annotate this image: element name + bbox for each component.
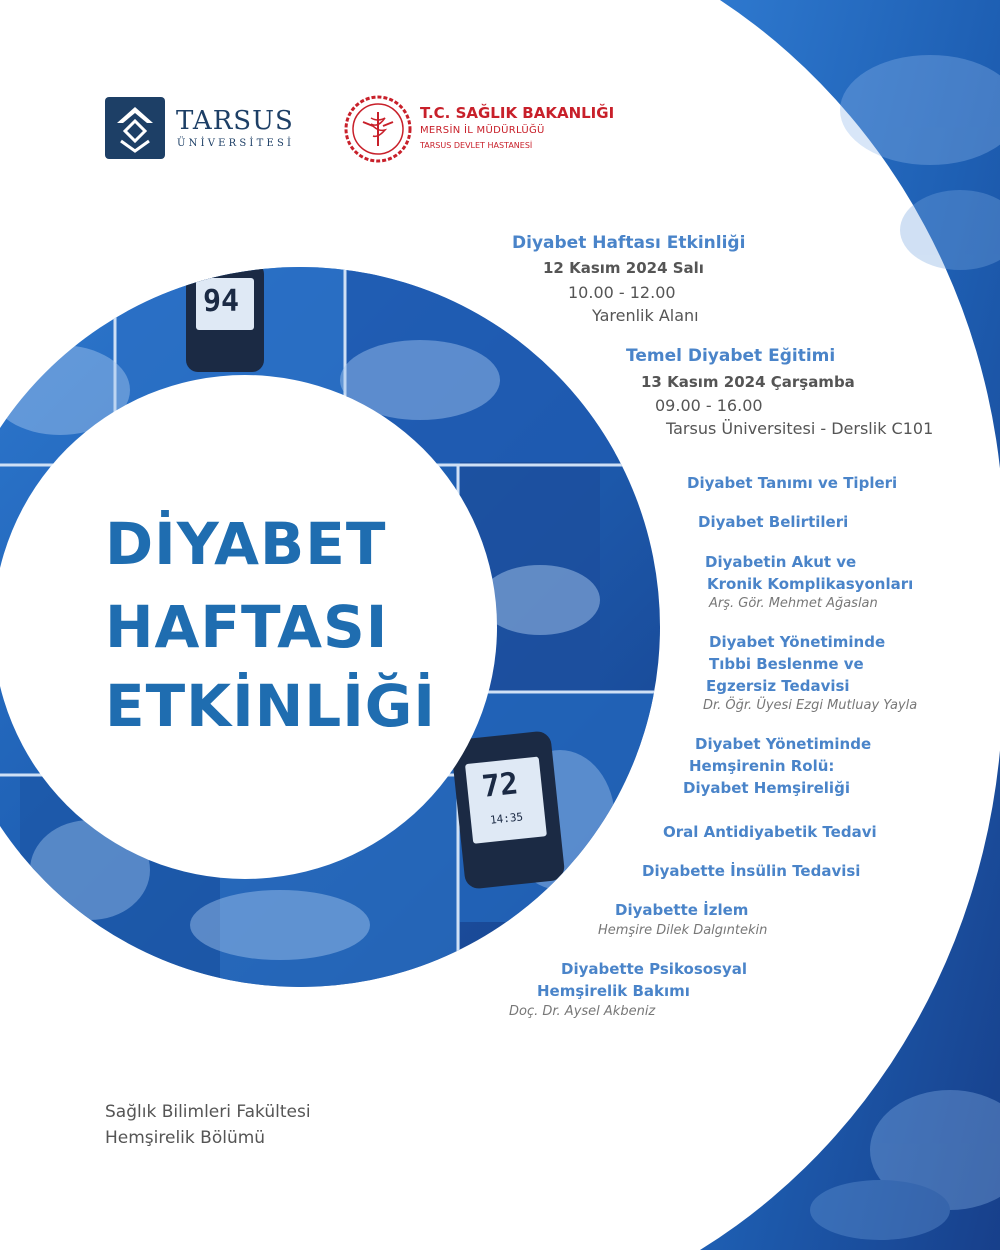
title-line-3: ETKİNLİĞİ	[105, 672, 436, 740]
topic-6: Oral Antidiyabetik Tedavi	[663, 823, 877, 841]
tarsus-name: TARSUS	[176, 106, 294, 136]
ministry-subtitle: MERSİN İL MÜDÜRLÜĞÜ	[420, 125, 545, 136]
topic-8-speaker: Hemşire Dilek Dalgıntekin	[598, 923, 768, 938]
topic-9-speaker: Doç. Dr. Aysel Akbeniz	[509, 1004, 656, 1019]
meter-time-bottom: 14:35	[489, 810, 524, 827]
tarsus-emblem-icon	[105, 97, 165, 159]
topic-5-line-3: Diyabet Hemşireliği	[683, 779, 850, 797]
topic-9-line-1: Diyabette Psikososyal	[561, 960, 748, 978]
footer-department: Hemşirelik Bölümü	[105, 1128, 266, 1148]
topic-4-speaker: Dr. Öğr. Üyesi Ezgi Mutluay Yayla	[703, 698, 918, 713]
event2-date: 13 Kasım 2024 Çarşamba	[641, 373, 855, 391]
event1-time: 10.00 - 12.00	[568, 283, 676, 302]
title-line-2: HAFTASI	[105, 593, 389, 661]
tarsus-subtitle: ÜNİVERSİTESİ	[177, 138, 295, 149]
event1-place: Yarenlik Alanı	[592, 306, 699, 325]
ministry-hospital: TARSUS DEVLET HASTANESİ	[420, 141, 533, 150]
meter-reading-bottom: 72	[480, 766, 520, 805]
ministry-seal-icon	[343, 94, 413, 164]
footer-faculty: Sağlık Bilimleri Fakültesi	[105, 1102, 311, 1122]
event1-date: 12 Kasım 2024 Salı	[543, 259, 704, 277]
title-line-1: DİYABET	[105, 510, 387, 578]
topic-4-line-3: Egzersiz Tedavisi	[706, 677, 850, 695]
topic-4-line-1: Diyabet Yönetiminde	[709, 633, 886, 651]
event1-title: Diyabet Haftası Etkinliği	[512, 233, 746, 253]
tarsus-logo	[105, 97, 165, 159]
event2-time: 09.00 - 16.00	[655, 396, 763, 415]
ministry-title: T.C. SAĞLIK BAKANLIĞI	[420, 104, 615, 122]
topic-8: Diyabette İzlem	[615, 901, 749, 919]
topic-2: Diyabet Belirtileri	[698, 513, 849, 531]
topic-7: Diyabette İnsülin Tedavisi	[642, 862, 861, 880]
event2-place: Tarsus Üniversitesi - Derslik C101	[666, 419, 934, 438]
topic-3-speaker: Arş. Gör. Mehmet Ağaslan	[709, 596, 878, 611]
glucose-meter-bottom	[450, 730, 565, 890]
topic-3-line-2: Kronik Komplikasyonları	[707, 575, 914, 593]
topic-3-line-1: Diyabetin Akut ve	[705, 553, 857, 571]
topic-5-line-2: Hemşirenin Rolü:	[689, 757, 835, 775]
meter-reading-top: 94	[203, 284, 240, 319]
topic-1: Diyabet Tanımı ve Tipleri	[687, 474, 898, 492]
event2-title: Temel Diyabet Eğitimi	[626, 346, 836, 366]
topic-5-line-1: Diyabet Yönetiminde	[695, 735, 872, 753]
topic-9-line-2: Hemşirelik Bakımı	[537, 982, 690, 1000]
topic-4-line-2: Tıbbi Beslenme ve	[709, 655, 864, 673]
